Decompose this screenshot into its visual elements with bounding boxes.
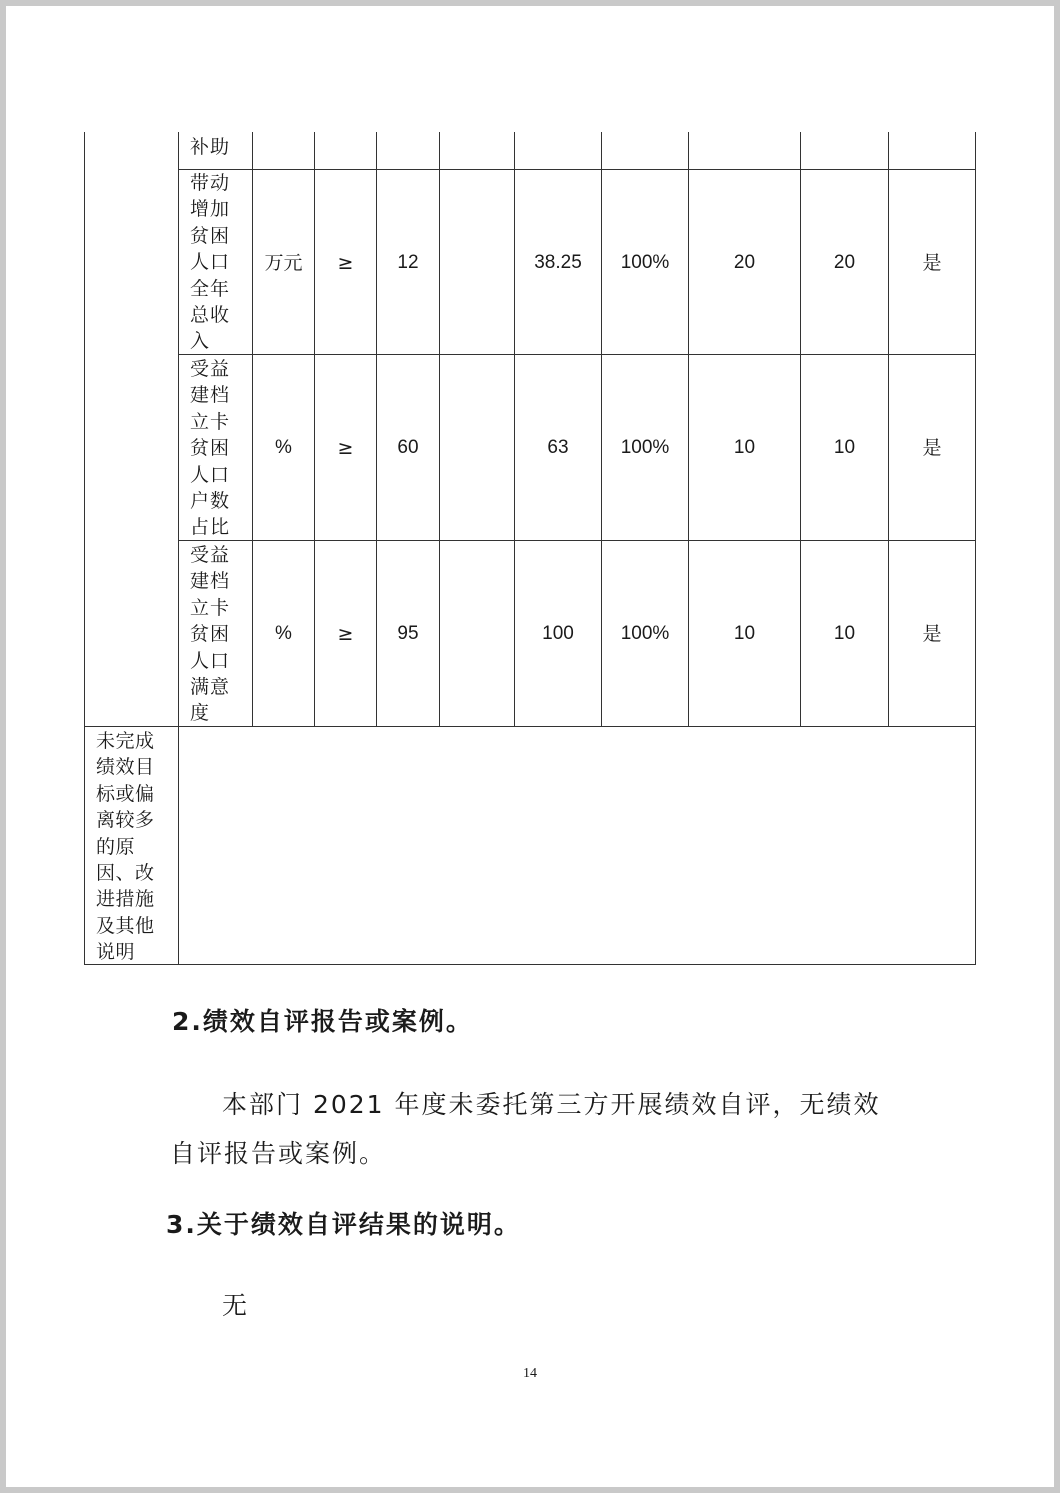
met-cell: 是: [922, 252, 942, 274]
document-page: [6, 6, 1054, 1487]
weight-cell: 20: [733, 252, 756, 273]
target-cell: 95: [397, 623, 419, 644]
indicator-cell-row3: 受益 建档 立卡 贫困 人口 满意 度: [190, 544, 231, 725]
unit-cell: %: [275, 623, 292, 644]
score-cell: 20: [833, 252, 856, 273]
indicator-cell-row0: 补助: [190, 136, 231, 158]
met-cell: 是: [922, 437, 942, 459]
weight-cell: 10: [733, 623, 756, 644]
operator-cell: ≥: [337, 437, 354, 459]
section2-paragraph-line2: 自评报告或案例。: [170, 1139, 387, 1168]
operator-cell: ≥: [337, 623, 354, 645]
indicator-cell-row1: 带动 增加 贫困 人口 全年 总收 入: [190, 172, 231, 353]
unit-cell: %: [275, 437, 292, 458]
section2-paragraph-line1: 本部门 2021 年度未委托第三方开展绩效自评，无绩效: [222, 1090, 881, 1119]
score-cell: 10: [833, 437, 856, 458]
target-cell: 12: [397, 252, 419, 273]
section3-heading: 3.关于绩效自评结果的说明。: [166, 1210, 521, 1239]
notes-label-cell: 未完成 绩效目 标或偏 离较多 的原 因、改 进措施 及其他 说明: [96, 730, 155, 964]
section2-heading: 2.绩效自评报告或案例。: [172, 1007, 473, 1036]
target-cell: 60: [397, 437, 419, 458]
actual-cell: 63: [547, 437, 569, 458]
rate-cell: 100%: [620, 437, 670, 458]
indicator-cell-row2: 受益 建档 立卡 贫困 人口 户数 占比: [190, 358, 231, 539]
actual-cell: 38.25: [534, 252, 582, 273]
section3-body: 无: [222, 1291, 250, 1320]
operator-cell: ≥: [337, 252, 354, 274]
met-cell: 是: [922, 623, 942, 645]
weight-cell: 10: [733, 437, 756, 458]
actual-cell: 100: [542, 623, 574, 644]
page-number: 14: [523, 1366, 537, 1381]
unit-cell: 万元: [264, 252, 303, 274]
rate-cell: 100%: [620, 252, 670, 273]
score-cell: 10: [833, 623, 856, 644]
rate-cell: 100%: [620, 623, 670, 644]
